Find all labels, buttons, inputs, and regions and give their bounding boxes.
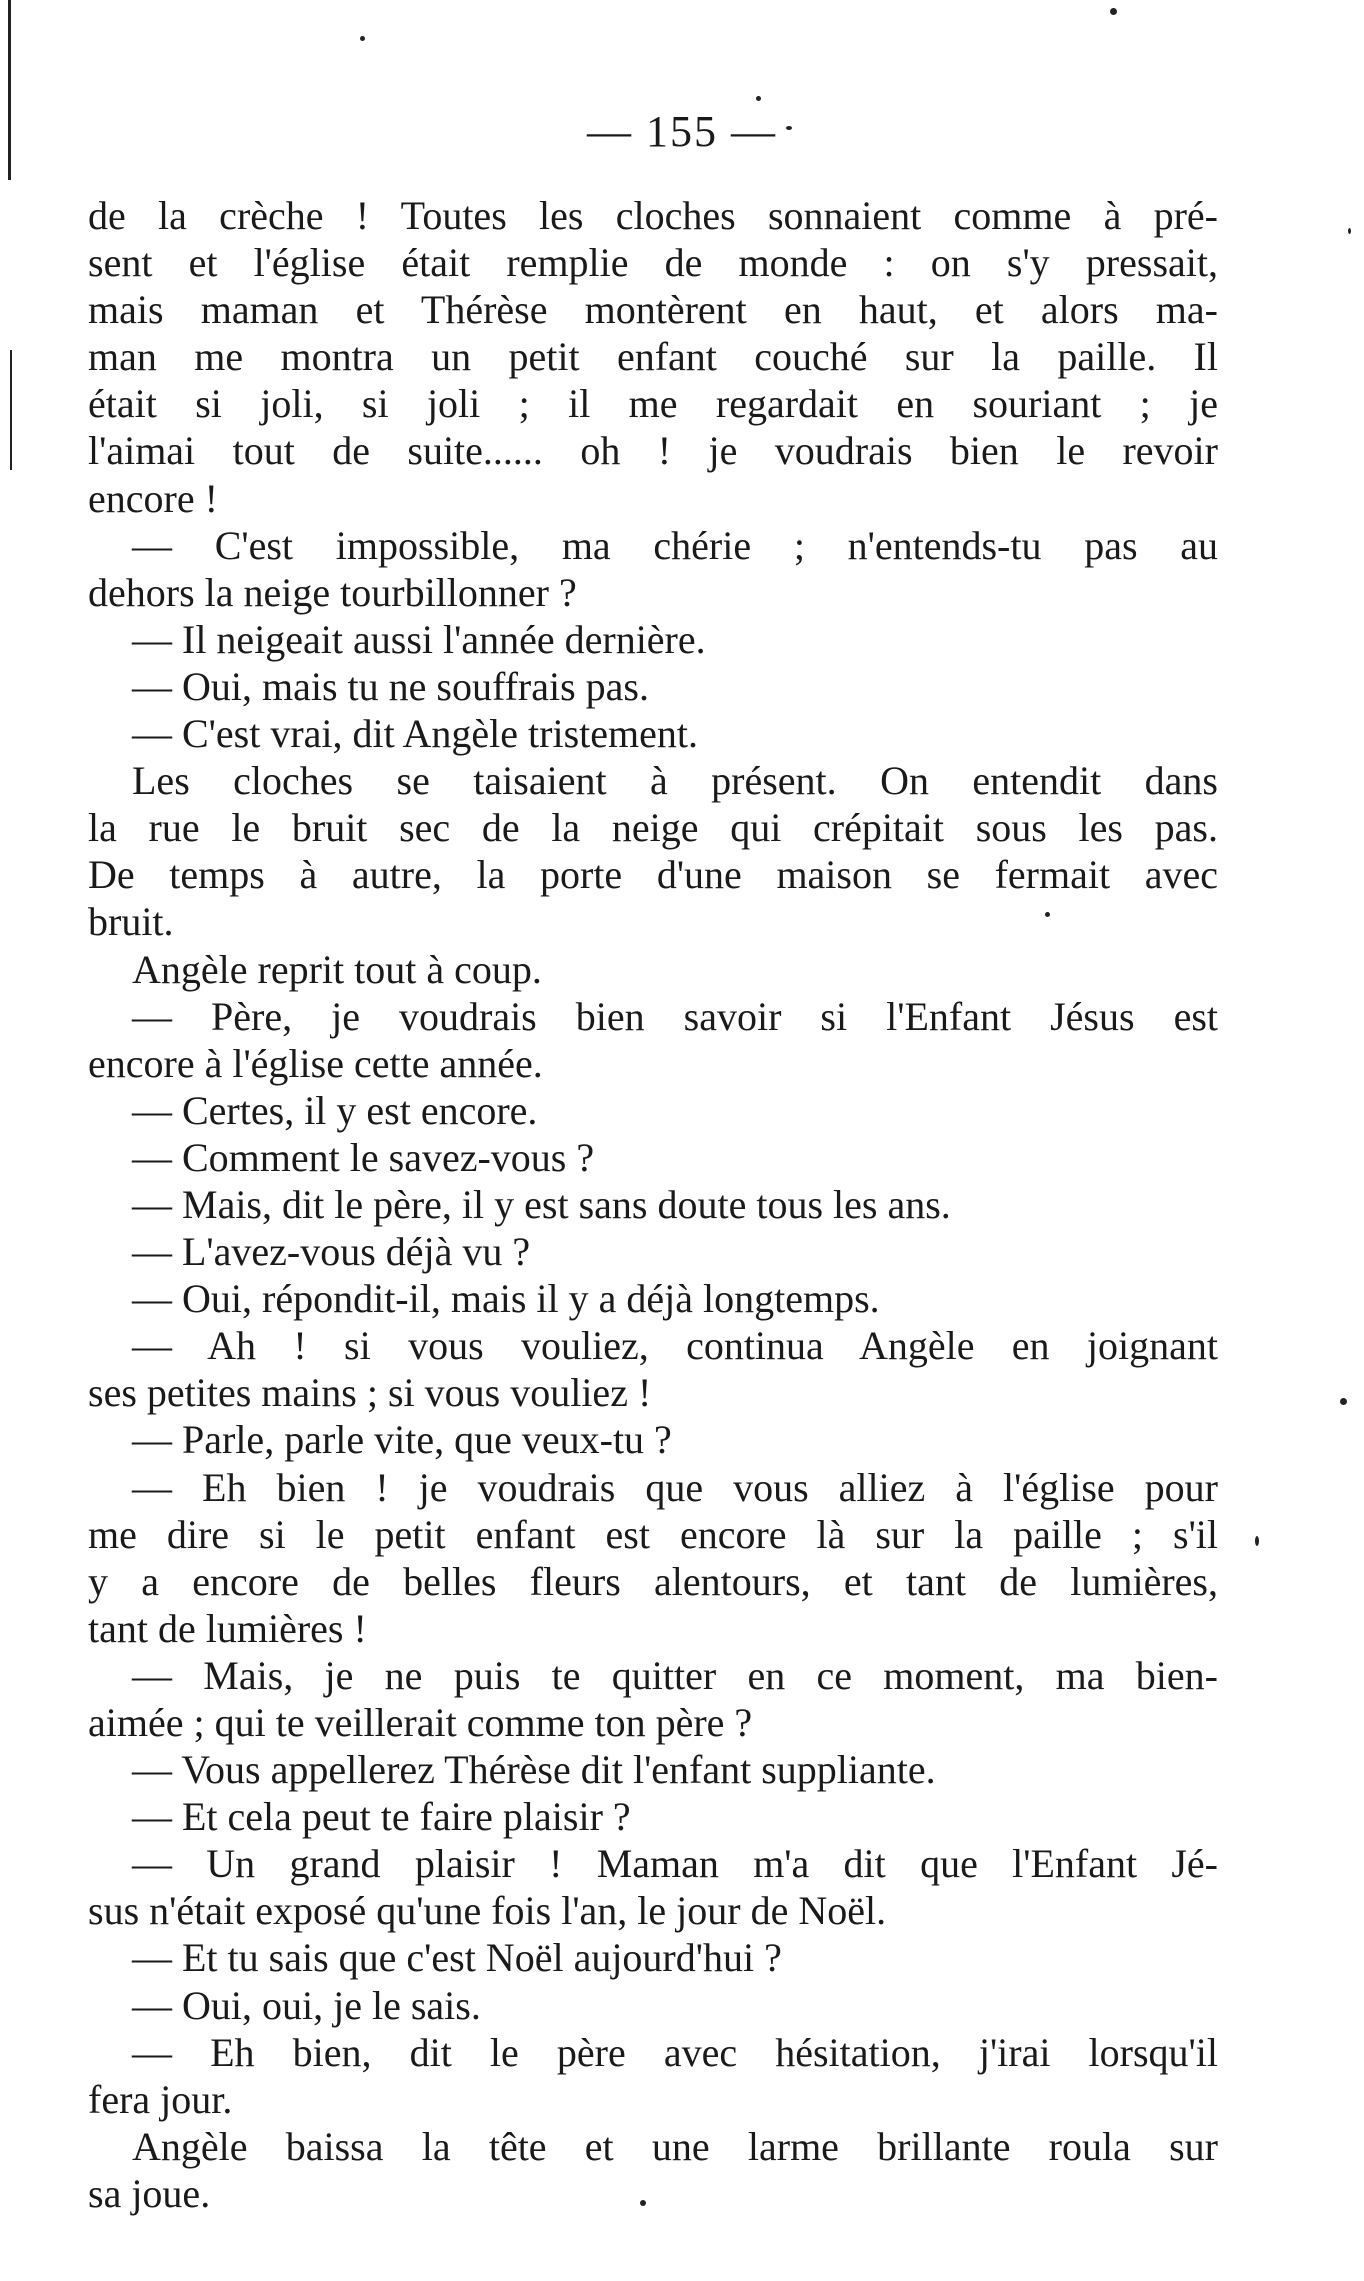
text-line: Les cloches se taisaient à présent. On entendit dans [132, 758, 1218, 804]
text-line: — Comment le savez-vous ? [132, 1134, 595, 1180]
text-line: De temps à autre, la porte d'une maison se fermait avec [88, 852, 1218, 898]
text-line: — C'est vrai, dit Angèle tristement. [132, 711, 698, 757]
text-line: fera jour. [88, 2076, 233, 2122]
text-line: de la crèche ! Toutes les cloches sonnaient comme à pré- [88, 193, 1218, 238]
ink-speck [756, 96, 761, 101]
text-line: la rue le bruit sec de la neige qui crépitait sous les pas. [88, 805, 1218, 851]
ink-speck [1255, 1536, 1259, 1546]
ink-speck [1340, 1398, 1347, 1405]
text-line: — Et tu sais que c'est Noël aujourd'hui ? [132, 1935, 782, 1981]
ink-speck [360, 36, 365, 41]
text-line: sent et l'église était remplie de monde : on s'y pressait, [88, 240, 1218, 286]
body-text [88, 192, 1218, 2217]
text-line: — Ah ! si vous vouliez, continua Angèle en joignant [132, 1323, 1218, 1369]
text-line: — Oui, répondit-il, mais il y a déjà longtemps. [132, 1276, 880, 1322]
ink-speck [1348, 228, 1351, 234]
text-line: ses petites mains ; si vous vouliez ! [88, 1370, 652, 1416]
text-line: l'aimai tout de suite...... oh ! je voudrais bien le revoir [88, 428, 1218, 474]
text-line: — Oui, mais tu ne souffrais pas. [132, 663, 649, 709]
text-line: — Père, je voudrais bien savoir si l'Enfant Jésus est [132, 993, 1218, 1039]
text-line: — Eh bien, dit le père avec hésitation, j'irai lorsqu'il [132, 2029, 1218, 2075]
text-line: était si joli, si joli ; il me regardait en souriant ; je [88, 381, 1218, 427]
text-line: — Parle, parle vite, que veux-tu ? [132, 1417, 672, 1463]
text-line: dehors la neige tourbillonner ? [88, 569, 577, 615]
text-line: — Il neigeait aussi l'année dernière. [132, 616, 706, 662]
text-line: mais maman et Thérèse montèrent en haut, et alors ma- [88, 287, 1218, 333]
text-line: tant de lumières ! [88, 1605, 367, 1651]
text-line: — Eh bien ! je voudrais que vous alliez à l'église pour [132, 1464, 1218, 1510]
text-line: — Certes, il y est encore. [132, 1087, 538, 1133]
text-line: sus n'était exposé qu'une fois l'an, le jour de Noël. [88, 1888, 887, 1934]
text-line: — C'est impossible, ma chérie ; n'entends-tu pas au [132, 522, 1218, 568]
text-line: — Et cela peut te faire plaisir ? [132, 1794, 631, 1840]
text-line: me dire si le petit enfant est encore là sur la paille ; s'il [88, 1511, 1218, 1557]
text-line: aimée ; qui te veillerait comme ton père ? [88, 1700, 753, 1745]
text-line: encore ! [88, 475, 218, 521]
text-line: bruit. [88, 899, 174, 945]
text-line: sa joue. [88, 2170, 211, 2216]
text-line: — Mais, je ne puis te quitter en ce moment, ma bien- [132, 1652, 1218, 1698]
ink-speck [1110, 8, 1117, 15]
text-line: — Mais, dit le père, il y est sans doute tous les ans. [132, 1181, 951, 1227]
text-line: — Un grand plaisir ! Maman m'a dit que l'Enfant Jé- [132, 1841, 1218, 1887]
text-line: — Vous appellerez Thérèse dit l'enfant suppliante. [132, 1747, 936, 1793]
text-line: man me montra un petit enfant couché sur la paille. Il [88, 334, 1218, 380]
page-edge-line [10, 350, 12, 470]
text-line: Angèle reprit tout à coup. [132, 946, 542, 992]
text-line: — Oui, oui, je le sais. [132, 1982, 481, 2028]
page-number: — 155 — [587, 107, 777, 156]
text-line: y a encore de belles fleurs alentours, et tant de lumières, [88, 1558, 1218, 1604]
text-line: encore à l'église cette année. [88, 1040, 543, 1086]
text-line: Angèle baissa la tête et une larme brillante roula sur [132, 2123, 1218, 2169]
text-line: — L'avez-vous déjà vu ? [132, 1229, 531, 1275]
